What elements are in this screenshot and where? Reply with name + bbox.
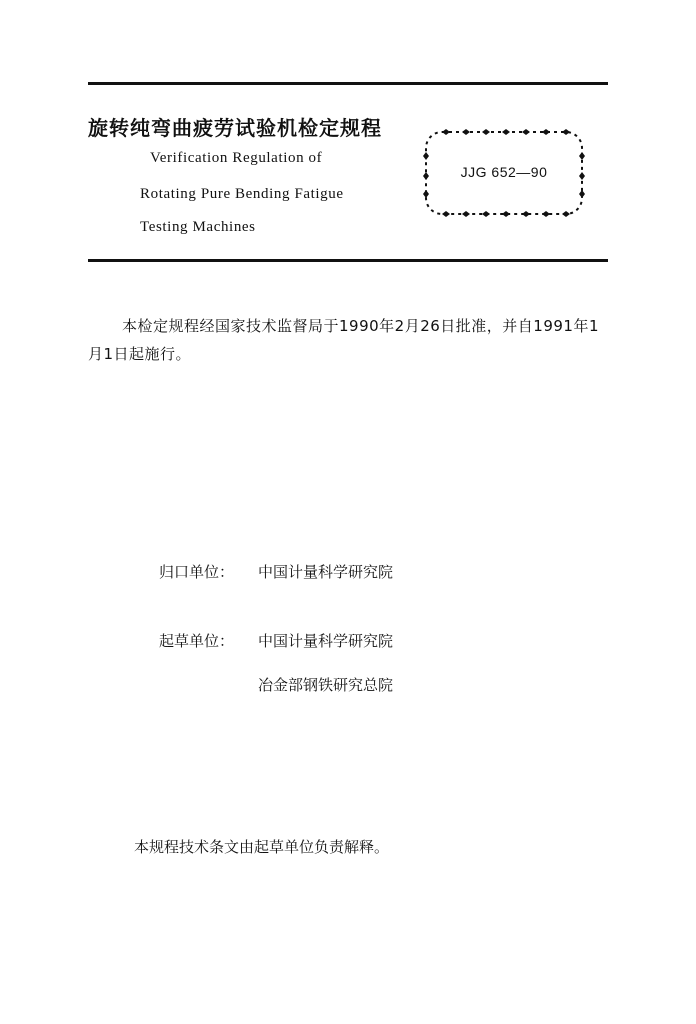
document-title-english-line-3: Testing Machines: [140, 219, 256, 235]
bottom-rule: [88, 259, 608, 262]
drafting-unit-value-2: 冶金部钢铁研究总院: [258, 676, 394, 694]
regulation-code: JJG 652—90: [460, 164, 548, 180]
top-rule: [88, 82, 608, 85]
responsible-unit-label: 归口单位：: [159, 563, 235, 581]
document-title-english-line-1: Verification Regulation of: [150, 150, 323, 166]
approval-statement: 本检定规程经国家技术监督局于1990年2月26日批准，并自1991年1月1日起施行。: [88, 317, 600, 363]
responsible-unit-value: 中国计量科学研究院: [258, 563, 394, 581]
document-title-chinese: 旋转纯弯曲疲劳试验机检定规程: [88, 116, 382, 140]
drafting-unit-value-1: 中国计量科学研究院: [258, 632, 394, 650]
interpretation-statement: 本规程技术条文由起草单位负责解释。: [134, 838, 390, 856]
drafting-unit-label: 起草单位：: [159, 632, 235, 650]
regulation-code-box: [420, 126, 588, 220]
document-title-english-line-2: Rotating Pure Bending Fatigue: [140, 186, 344, 202]
